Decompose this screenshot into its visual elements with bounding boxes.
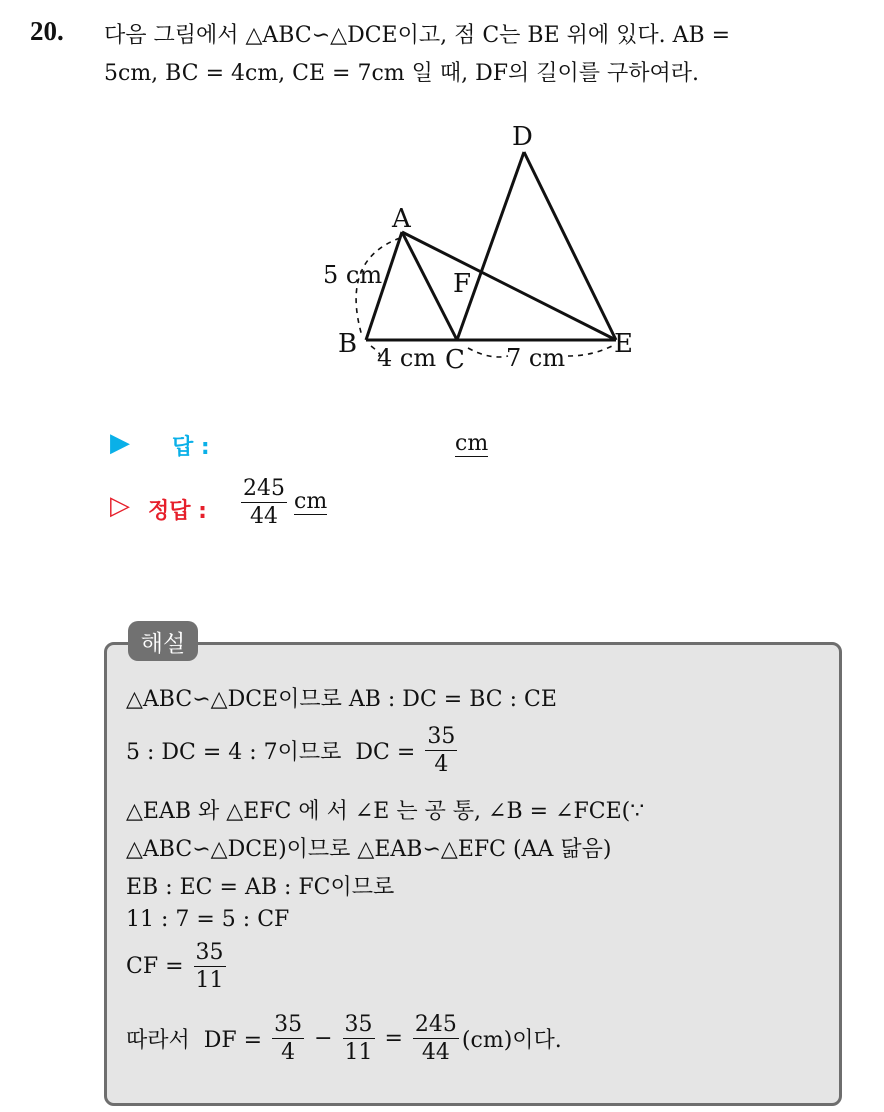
fraction-numerator: 35 [425,724,457,751]
geometry-figure [0,0,884,400]
question-text-line-2: 5cm, BC = 4cm, CE = 7cm 일 때, DF의 길이를 구하여라. [104,61,700,86]
solution-line-4: △ABC∽△DCE)이므로 △EAB∽△EFC (AA 닮음) [126,837,612,862]
answer-label: 답 : [172,435,210,460]
solution-line-3: △EAB 와 △EFC 에 서 ∠E 는 공 통, ∠B = ∠FCE(∵ [126,799,645,824]
segment-ae [402,232,616,340]
solution-line-6: 11 : 7 = 5 : CF [126,907,290,932]
label-c: C [445,345,465,375]
answer-marker-icon: ▶ [110,428,130,458]
solution-line-1: △ABC∽△DCE이므로 AB : DC = BC : CE [126,687,557,712]
solution-fraction [272,1012,304,1066]
triangle-dce [457,152,616,340]
solution-fraction [425,724,457,778]
correct-answer-label: 정답 : [148,499,207,524]
fraction-denominator: 4 [434,752,449,778]
solution-fraction [413,1012,459,1066]
answer-unit: cm [455,431,489,456]
solution-line-8 [126,1012,562,1066]
solution-fraction [194,940,226,994]
solution-line-7-text: CF = [126,954,191,980]
solution-line-2 [126,724,460,778]
fraction-numerator: 35 [194,940,226,967]
correct-answer-unit: cm [294,489,328,515]
length-bc-label: 4 cm [377,344,437,372]
label-e: E [614,329,633,359]
fraction-denominator: 44 [250,504,278,530]
fraction-denominator: 11 [195,968,224,994]
solution-line-5: EB : EC = AB : FC이므로 [126,875,395,900]
answer-blank-input[interactable] [228,456,490,457]
label-b: B [338,329,358,359]
equals-sign: = [377,1026,410,1052]
fraction-numerator: 245 [413,1012,459,1039]
question-number: 20. [30,16,64,46]
solution-line-7 [126,940,229,994]
length-ab-label: 5 cm [323,261,383,289]
solution-fraction [343,1012,375,1066]
fraction-numerator: 35 [343,1012,375,1039]
label-f: F [453,269,472,299]
label-d: D [512,122,533,152]
fraction-numerator: 35 [272,1012,304,1039]
label-a: A [392,204,411,234]
solution-line-8-end: (cm)이다. [461,1028,562,1054]
question-text-line-1: 다음 그림에서 △ABC∽△DCE이고, 점 C는 BE 위에 있다. AB = [104,23,731,48]
length-ce-label: 7 cm [506,344,566,372]
solution-line-2-text: 5 : DC = 4 : 7이므로 DC = [126,740,423,766]
fraction-numerator: 245 [241,476,287,503]
correct-answer-value [238,476,327,530]
correct-answer-fraction [241,476,287,530]
fraction-denominator: 44 [421,1040,450,1066]
fraction-denominator: 11 [344,1040,373,1066]
minus-sign: − [307,1026,340,1052]
fraction-denominator: 4 [281,1040,296,1066]
solution-tag: 해설 [128,621,198,661]
solution-line-8-text: 따라서 DF = [126,1028,270,1054]
correct-marker-icon: ▷ [110,491,130,521]
